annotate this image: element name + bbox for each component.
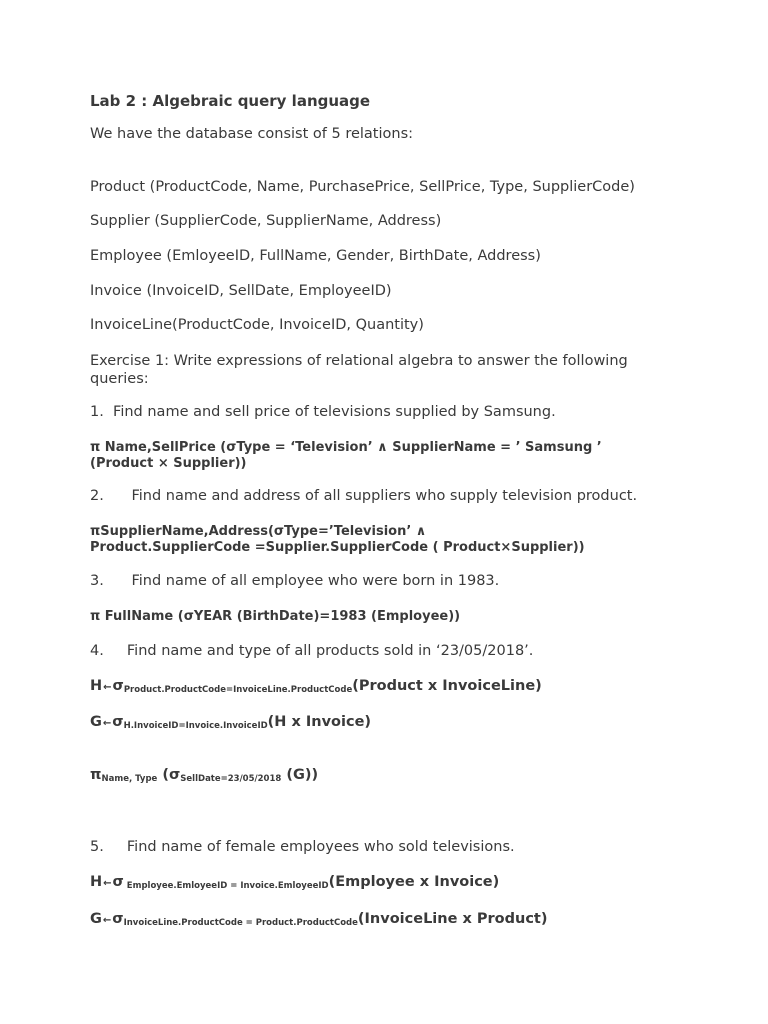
relation-product: Product (ProductCode, Name, PurchasePrice, SellPrice, Type, SupplierCode) — [90, 179, 635, 195]
intro-text: We have the database consist of 5 relations: — [90, 126, 414, 142]
selection-condition: H.InvoiceID=Invoice.InvoiceID — [123, 721, 268, 731]
assign-arrow: ← — [102, 915, 112, 926]
relation-invoiceline: InvoiceLine(ProductCode, InvoiceID, Quantity) — [90, 317, 424, 333]
question-5: 5. Find name of female employees who sold televisions. — [90, 839, 515, 855]
selection-condition: Employee.EmloyeeID = Invoice.EmloyeeID — [123, 881, 329, 891]
selection-condition: Product.ProductCode=InvoiceLine.ProductCode — [123, 685, 353, 695]
relation-expression: (Employee x Invoice) — [328, 874, 500, 890]
answer-4-h-expression — [90, 678, 670, 695]
relation-invoice: Invoice (InvoiceID, SellDate, EmployeeID) — [90, 283, 392, 299]
assign-arrow: ← — [103, 878, 112, 889]
relation-expression: (H x Invoice) — [267, 714, 372, 730]
assign-arrow: ← — [103, 682, 112, 693]
relation-expression: (G)) — [281, 767, 319, 783]
sigma-symbol: σ — [112, 911, 124, 927]
page-title: Lab 2 : Algebraic query language — [90, 92, 371, 110]
relation-supplier: Supplier (SupplierCode, SupplierName, Address) — [90, 213, 442, 229]
question-1: 1. Find name and sell price of televisions supplied by Samsung. — [90, 404, 556, 420]
sigma-symbol: σ — [112, 678, 124, 694]
answer-3: π FullName (σYEAR (BirthDate)=1983 (Employee)) — [90, 609, 461, 624]
assign-arrow: ← — [102, 718, 112, 729]
exercise-heading: Exercise 1: Write expressions of relational algebra to answer the following queries: — [90, 353, 628, 387]
question-2: 2. Find name and address of all suppliers who supply television product. — [90, 488, 638, 504]
var-g: G — [90, 714, 102, 730]
answer-4-projection — [90, 767, 670, 784]
answer-2: πSupplierName,Address(σType=’Television’ ∧ Product.SupplierCode =Supplier.SupplierCode ( Product×Supplier)) — [90, 524, 585, 555]
answer-1: π Name,SellPrice (σType = ‘Television’ ∧ SupplierName = ’ Samsung ’ (Product × Supplier)) — [90, 440, 602, 471]
var-g: G — [90, 911, 102, 927]
var-h: H — [90, 678, 103, 694]
answer-5-h-expression — [90, 874, 670, 891]
question-4: 4. Find name and type of all products sold in ‘23/05/2018’. — [90, 643, 534, 659]
sigma-symbol: σ — [112, 874, 124, 890]
var-h: H — [90, 874, 103, 890]
answer-4-g-expression — [90, 714, 670, 731]
answer-5-g-expression — [90, 911, 670, 928]
sigma-symbol: σ — [112, 714, 124, 730]
relation-expression: (InvoiceLine x Product) — [357, 911, 548, 927]
relation-employee: Employee (EmloyeeID, FullName, Gender, BirthDate, Address) — [90, 248, 541, 264]
relation-expression: (Product x InvoiceLine) — [352, 678, 542, 694]
selection-condition: InvoiceLine.ProductCode = Product.ProductCode — [123, 918, 358, 928]
pi-symbol: π — [90, 767, 102, 783]
question-3: 3. Find name of all employee who were born in 1983. — [90, 573, 500, 589]
sigma-open: (σ — [157, 767, 181, 783]
projection-attributes: Name, Type — [101, 774, 158, 784]
selection-condition: SellDate=23/05/2018 — [180, 774, 282, 784]
